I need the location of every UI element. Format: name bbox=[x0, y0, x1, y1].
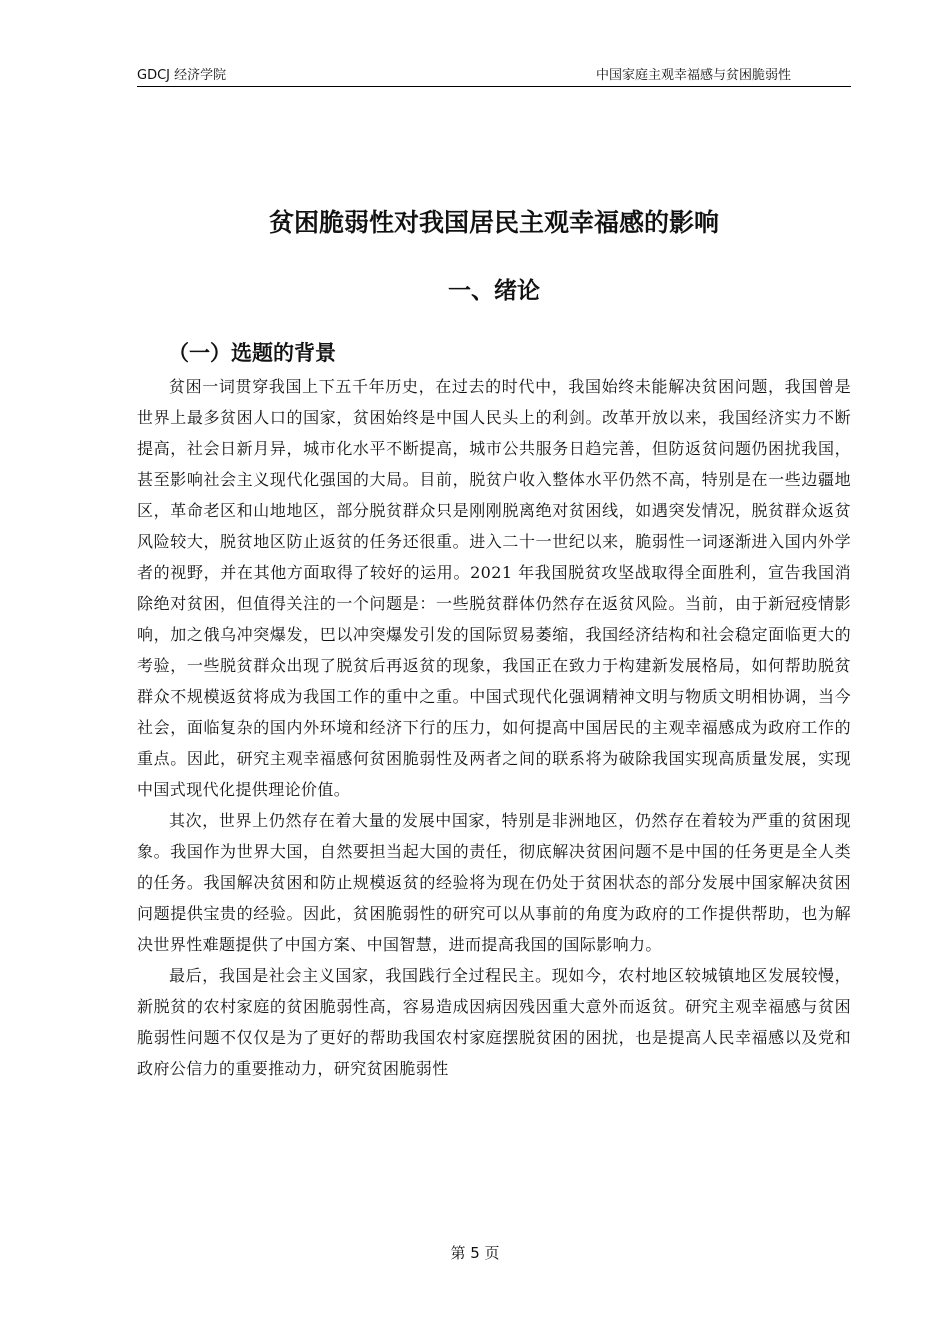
body-text bbox=[137, 371, 851, 1084]
paragraph-3: 最后，我国是社会主义国家，我国践行全过程民主。现如今，农村地区较城镇地区发展较慢，新脱贫的农村家庭的贫困脆弱性高，容易造成因病因残因重大意外而返贫。研究主观幸福感与贫困脆弱性问题不仅仅是为了更好的帮助我国农村家庭摆脱贫困的困扰，也是提高人民幸福感以及党和政府公信力的重要推动力，研究贫困脆弱性 bbox=[137, 966, 851, 1078]
paragraph-1: 贫困一词贯穿我国上下五千年历史，在过去的时代中，我国始终未能解决贫困问题，我国曾是世界上最多贫困人口的国家，贫困始终是中国人民头上的利剑。改革开放以来，我国经济实力不断提高，社会日新月异，城市化水平不断提高，城市公共服务日趋完善，但防返贫问题仍困扰我国，甚至影响社会主义现代化强国的大局。目前，脱贫户收入整体水平仍然不高，特别是在一些边疆地区，革命老区和山地地区，部分脱贫群众只是刚刚脱离绝对贫困线，如遇突发情况，脱贫群众返贫风险较大，脱贫地区防止返贫的任务还很重。进入二十一世纪以来，脆弱性一词逐渐进入国内外学者的视野，并在其他方面取得了较好的运用。2021 年我国脱贫攻坚战取得全面胜利，宣告我国消除绝对贫困，但值得关注的一个问题是：一些脱贫群体仍然存在返贫风险。当前，由于新冠疫情影响，加之俄乌冲突爆发，巴以冲突爆发引发的国际贸易萎缩，我国经济结构和社会稳定面临更大的考验，一些脱贫群众出现了脱贫后再返贫的现象，我国正在致力于构建新发展格局，如何帮助脱贫群众不规模返贫将成为我国工作的重中之重。中国式现代化强调精神文明与物质文明相协调，当今社会，面临复杂的国内外环境和经济下行的压力，如何提高中国居民的主观幸福感成为政府工作的重点。因此，研究主观幸福感何贫困脆弱性及两者之间的联系将为破除我国实现高质量发展，实现中国式现代化提供理论价值。 bbox=[137, 377, 851, 799]
header-institution: GDCJ 经济学院 bbox=[137, 68, 227, 83]
header-running-title: 中国家庭主观幸福感与贫困脆弱性 bbox=[595, 68, 791, 83]
paper-title: 贫困脆弱性对我国居民主观幸福感的影响 bbox=[268, 208, 719, 237]
section-heading: （一）选题的背景 bbox=[168, 341, 336, 365]
chapter-heading: 一、绪论 bbox=[448, 278, 540, 304]
paragraph-2: 其次，世界上仍然存在着大量的发展中国家，特别是非洲地区，仍然存在着较为严重的贫困现象。我国作为世界大国，自然要担当起大国的责任，彻底解决贫困问题不是中国的任务更是全人类的任务。我国解决贫困和防止规模返贫的经验将为现在仍处于贫困状态的部分发展中国家解决贫困问题提供宝贵的经验。因此，贫困脆弱性的研究可以从事前的角度为政府的工作提供帮助，也为解决世界性难题提供了中国方案、中国智慧，进而提高我国的国际影响力。 bbox=[137, 811, 851, 954]
page-header bbox=[137, 66, 851, 87]
page-number: 第 5 页 bbox=[450, 1244, 500, 1262]
